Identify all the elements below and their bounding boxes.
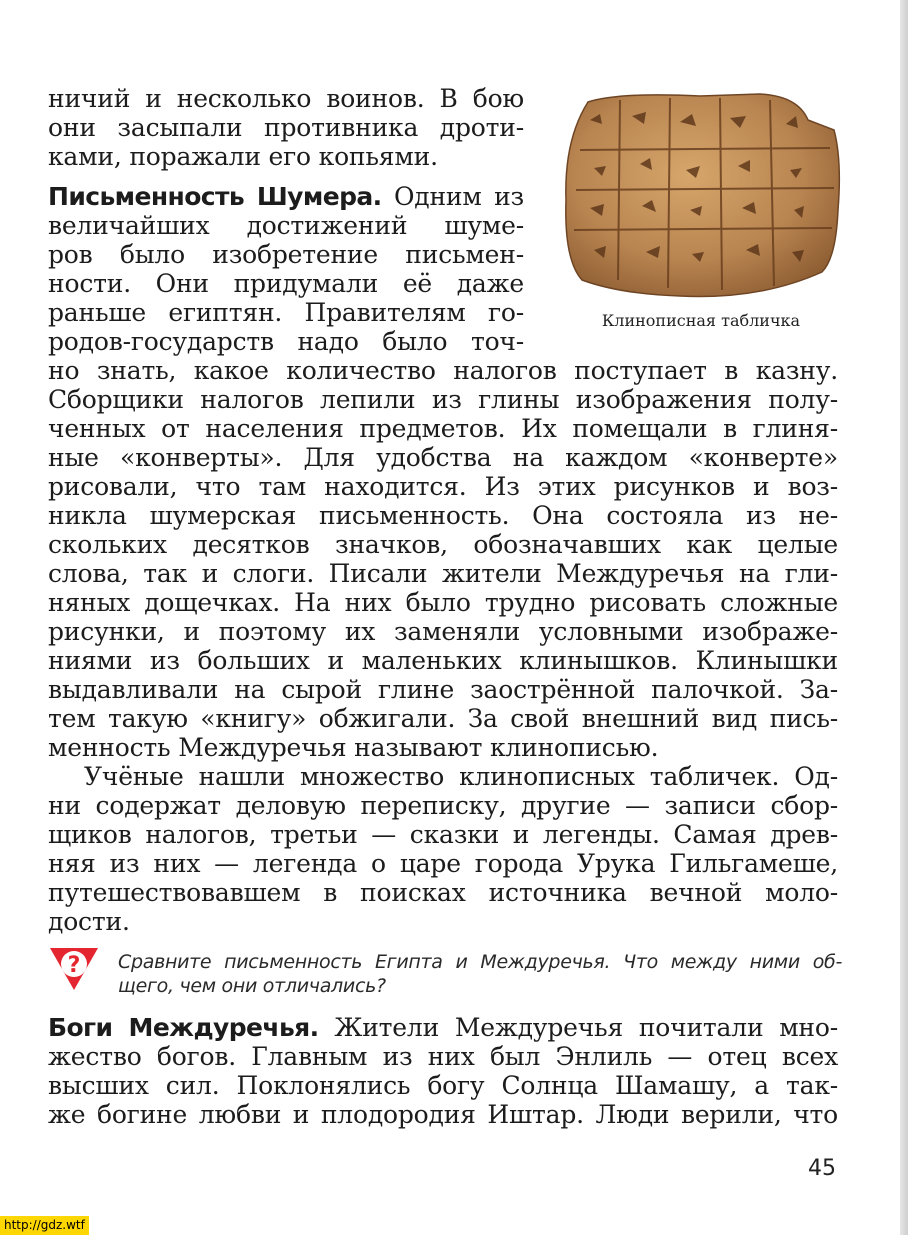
watermark-link[interactable]: http://gdz.wtf [0,1216,89,1235]
clay-tablet-image [560,90,842,302]
svg-text:?: ? [67,953,81,978]
page-number: 45 [808,1156,836,1181]
text-line: ничий и несколько воинов. В бою [48,84,524,113]
text-line: Учёные нашли множество клинописных табличек. Од- [84,762,838,791]
text-line: скольких десятков значков, обозначавших как целые [48,530,838,559]
text-line: ни содержат деловую переписку, другие — записи сбор- [48,791,838,820]
text-line: ками, поражали его копьями. [48,142,438,171]
text-line: жество богов. Главным из них был Энлиль — отец всех [48,1042,838,1071]
question-badge-icon [48,944,100,992]
text-line: ности. Они придумали её даже [48,269,524,298]
text-line: путешествовавшем в поисках источника вечной моло- [48,878,838,907]
text-line: родов-государств надо было точ- [48,327,524,356]
text-line: никла шумерская письменность. Она состояла из не- [48,501,838,530]
section-heading-gods: Боги Междуречья. [48,1013,319,1042]
text-line: выдавливали на сырой глине заострённой палочкой. За- [48,675,838,704]
text-line: ров было изобретение письмен- [48,240,524,269]
section-heading-line: Письменность Шумера. Одним из [48,182,524,211]
figure-caption: Клинописная табличка [601,311,801,330]
section-heading-writing: Письменность Шумера. [48,182,382,211]
text-line: няных дощечках. На них было трудно рисовать сложные [48,588,838,617]
text-line: раньше египтян. Правителям го- [48,298,524,327]
text-line: же богине любви и плодородия Иштар. Люди верили, что [48,1100,838,1129]
text-line: щиков налогов, третьи — сказки и легенды. Самая древ- [48,820,838,849]
text-line: слова, так и слоги. Писали жители Междуречья на гли- [48,559,838,588]
text-line: ниями из больших и маленьких клинышков. Клинышки [48,646,838,675]
text-line: они засыпали противника дроти- [48,113,524,142]
text-line: няя из них — легенда о царе города Урука Гильгамеше, [48,849,838,878]
text-line: ные «конверты». Для удобства на каждом «конверте» [48,443,838,472]
section-heading-line: Боги Междуречья. Жители Междуречья почитали мно- [48,1013,838,1042]
question-text-line: щего, чем они отличались? [118,975,386,997]
text-line: дости. [48,907,130,936]
text-line: рисунки, и поэтому их заменяли условными изображе- [48,617,838,646]
text-line: Сборщики налогов лепили из глины изображения полу- [48,385,838,414]
text-line: тем такую «книгу» обжигали. За свой внешний вид пись- [48,704,838,733]
question-text-line: Сравните письменность Египта и Междуречья. Что между ними об- [118,951,842,973]
text-line: высших сил. Поклонялись богу Солнца Шамашу, а так- [48,1071,838,1100]
text-line: но знать, какое количество налогов поступает в казну. [48,356,838,385]
text-line: ченных от населения предметов. Их помещали в глиня- [48,414,838,443]
text-line: менность Междуречья называют клинописью. [48,733,659,762]
text-line: величайших достижений шуме- [48,211,524,240]
text-line: рисовали, что там находится. Из этих рисунков и воз- [48,472,838,501]
page-edge [900,0,908,1235]
